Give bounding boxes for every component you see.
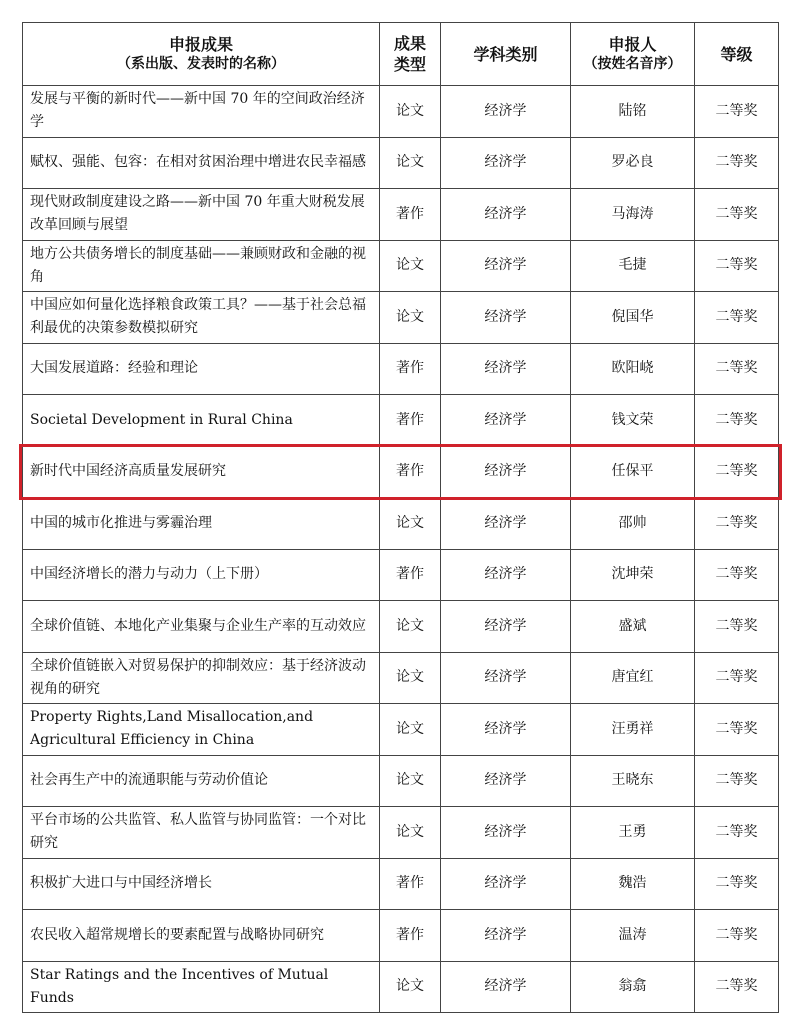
cell-type: 论文 [380, 240, 441, 292]
cell-type: 论文 [380, 292, 441, 344]
cell-level: 二等奖 [695, 807, 779, 859]
cell-title: 大国发展道路：经验和理论 [23, 343, 380, 395]
cell-level: 二等奖 [695, 652, 779, 704]
cell-title: Societal Development in Rural China [23, 395, 380, 447]
cell-type: 论文 [380, 498, 441, 550]
cell-title: Property Rights,Land Misallocation,and Agricultural Efficiency in China [23, 704, 380, 756]
cell-type: 论文 [380, 137, 441, 189]
cell-title: 现代财政制度建设之路——新中国 70 年重大财税发展改革回顾与展望 [23, 189, 380, 241]
cell-level: 二等奖 [695, 446, 779, 498]
cell-type: 论文 [380, 86, 441, 138]
cell-type: 论文 [380, 601, 441, 653]
cell-title: 积极扩大进口与中国经济增长 [23, 858, 380, 910]
cell-person: 王勇 [571, 807, 695, 859]
cell-person: 倪国华 [571, 292, 695, 344]
cell-person: 翁翕 [571, 961, 695, 1013]
cell-person: 邵帅 [571, 498, 695, 550]
cell-person: 温涛 [571, 910, 695, 962]
table-row [23, 704, 779, 756]
cell-subject: 经济学 [441, 601, 571, 653]
cell-level: 二等奖 [695, 498, 779, 550]
cell-level: 二等奖 [695, 549, 779, 601]
cell-type: 著作 [380, 395, 441, 447]
cell-title: 平台市场的公共监管、私人监管与协同监管：一个对比研究 [23, 807, 380, 859]
header-type-line1: 成果 [393, 34, 426, 53]
table-row [23, 549, 779, 601]
table-row [23, 395, 779, 447]
cell-subject: 经济学 [441, 549, 571, 601]
table-row [23, 601, 779, 653]
award-results-table [22, 22, 779, 1013]
cell-level: 二等奖 [695, 755, 779, 807]
cell-person: 魏浩 [571, 858, 695, 910]
cell-level: 二等奖 [695, 601, 779, 653]
cell-subject: 经济学 [441, 858, 571, 910]
table-row [23, 910, 779, 962]
header-person-line2: （按姓名音序） [583, 56, 682, 72]
cell-subject: 经济学 [441, 395, 571, 447]
cell-subject: 经济学 [441, 755, 571, 807]
cell-subject: 经济学 [441, 704, 571, 756]
cell-title: 中国应如何量化选择粮食政策工具？——基于社会总福利最优的决策参数模拟研究 [23, 292, 380, 344]
cell-subject: 经济学 [441, 292, 571, 344]
cell-person: 沈坤荣 [571, 549, 695, 601]
cell-level: 二等奖 [695, 961, 779, 1013]
cell-title: 新时代中国经济高质量发展研究 [23, 446, 380, 498]
cell-subject: 经济学 [441, 240, 571, 292]
cell-person: 盛斌 [571, 601, 695, 653]
cell-level: 二等奖 [695, 395, 779, 447]
cell-subject: 经济学 [441, 807, 571, 859]
cell-type: 论文 [380, 755, 441, 807]
cell-type: 著作 [380, 189, 441, 241]
cell-type: 著作 [380, 858, 441, 910]
cell-level: 二等奖 [695, 240, 779, 292]
header-type [380, 23, 441, 86]
table-row [23, 498, 779, 550]
cell-type: 论文 [380, 961, 441, 1013]
cell-level: 二等奖 [695, 292, 779, 344]
table-row [23, 446, 779, 498]
cell-person: 唐宜红 [571, 652, 695, 704]
table-row [23, 137, 779, 189]
header-person [571, 23, 695, 86]
cell-person: 钱文荣 [571, 395, 695, 447]
cell-level: 二等奖 [695, 86, 779, 138]
cell-type: 著作 [380, 549, 441, 601]
cell-title: 全球价值链、本地化产业集聚与企业生产率的互动效应 [23, 601, 380, 653]
table-header-row [23, 23, 779, 86]
cell-type: 论文 [380, 704, 441, 756]
cell-subject: 经济学 [441, 961, 571, 1013]
cell-type: 论文 [380, 652, 441, 704]
cell-person: 马海涛 [571, 189, 695, 241]
header-title-line1: 申报成果 [168, 35, 233, 54]
table-row [23, 240, 779, 292]
table-row [23, 961, 779, 1013]
table-row [23, 807, 779, 859]
table-row [23, 292, 779, 344]
cell-person: 任保平 [571, 446, 695, 498]
cell-level: 二等奖 [695, 910, 779, 962]
table-row [23, 652, 779, 704]
table-body [23, 86, 779, 1013]
cell-subject: 经济学 [441, 189, 571, 241]
header-type-line2: 类型 [393, 55, 426, 74]
cell-type: 著作 [380, 910, 441, 962]
cell-type: 著作 [380, 446, 441, 498]
cell-level: 二等奖 [695, 858, 779, 910]
cell-person: 欧阳峣 [571, 343, 695, 395]
cell-title: 社会再生产中的流通职能与劳动价值论 [23, 755, 380, 807]
cell-level: 二等奖 [695, 137, 779, 189]
cell-title: 农民收入超常规增长的要素配置与战略协同研究 [23, 910, 380, 962]
cell-subject: 经济学 [441, 137, 571, 189]
cell-title: 地方公共债务增长的制度基础——兼顾财政和金融的视角 [23, 240, 380, 292]
cell-subject: 经济学 [441, 910, 571, 962]
cell-title: 赋权、强能、包容：在相对贫困治理中增进农民幸福感 [23, 137, 380, 189]
cell-subject: 经济学 [441, 498, 571, 550]
cell-subject: 经济学 [441, 652, 571, 704]
header-title-line2: （系出版、发表时的名称） [117, 56, 285, 72]
cell-title: 发展与平衡的新时代——新中国 70 年的空间政治经济学 [23, 86, 380, 138]
cell-title: 全球价值链嵌入对贸易保护的抑制效应：基于经济波动视角的研究 [23, 652, 380, 704]
cell-person: 汪勇祥 [571, 704, 695, 756]
header-person-line1: 申报人 [608, 35, 657, 54]
cell-person: 王晓东 [571, 755, 695, 807]
header-title [23, 23, 380, 86]
cell-title: Star Ratings and the Incentives of Mutual Funds [23, 961, 380, 1013]
cell-subject: 经济学 [441, 343, 571, 395]
cell-level: 二等奖 [695, 704, 779, 756]
cell-type: 论文 [380, 807, 441, 859]
cell-title: 中国的城市化推进与雾霾治理 [23, 498, 380, 550]
cell-person: 罗必良 [571, 137, 695, 189]
cell-subject: 经济学 [441, 446, 571, 498]
cell-type: 著作 [380, 343, 441, 395]
table-row [23, 755, 779, 807]
cell-subject: 经济学 [441, 86, 571, 138]
cell-level: 二等奖 [695, 189, 779, 241]
table-row [23, 343, 779, 395]
cell-person: 陆铭 [571, 86, 695, 138]
cell-level: 二等奖 [695, 343, 779, 395]
table-row [23, 86, 779, 138]
cell-title: 中国经济增长的潜力与动力（上下册） [23, 549, 380, 601]
table-row [23, 858, 779, 910]
cell-person: 毛捷 [571, 240, 695, 292]
header-subject: 学科类别 [441, 23, 571, 86]
table-row [23, 189, 779, 241]
header-level: 等级 [695, 23, 779, 86]
